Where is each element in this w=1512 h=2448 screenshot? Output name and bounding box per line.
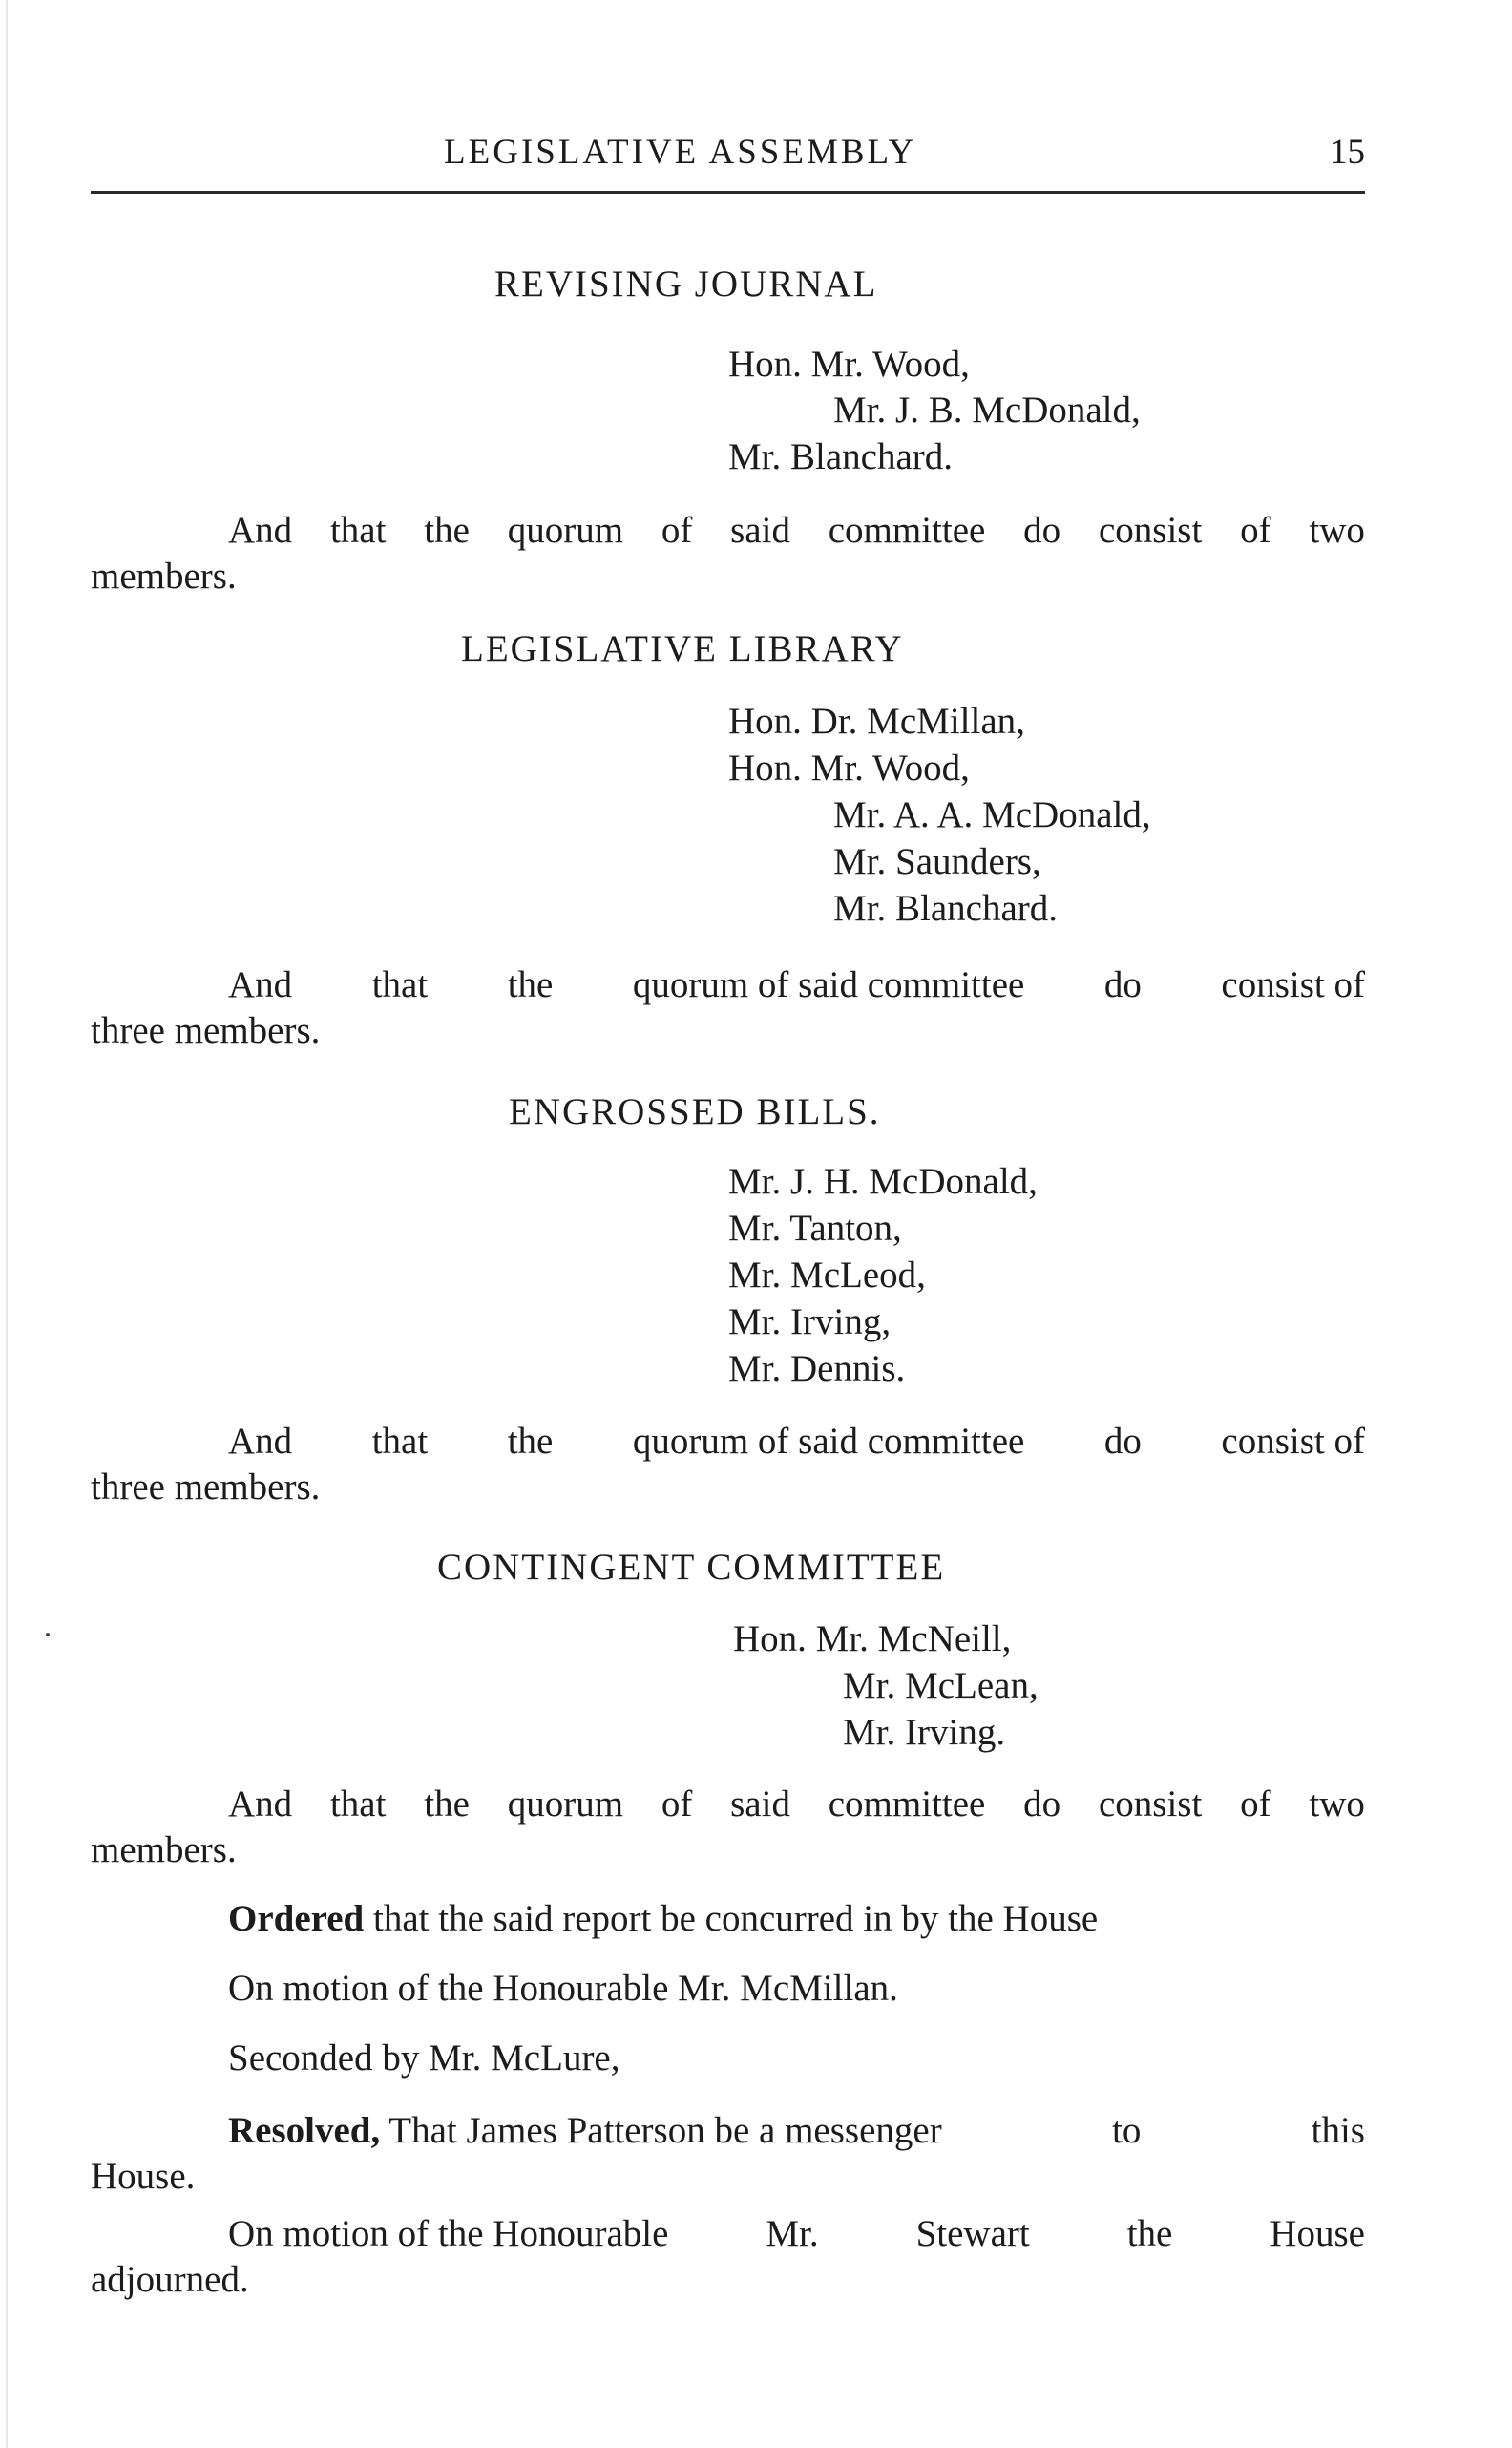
member-name: Mr. Irving. <box>843 1712 1006 1753</box>
member-name: Mr. Blanchard. <box>833 888 1059 929</box>
word: consist <box>1098 1783 1203 1825</box>
word: of <box>661 510 693 551</box>
adjourn-paragraph <box>91 2215 1365 2298</box>
quorum-paragraph <box>91 1785 1365 1868</box>
quorum-paragraph <box>91 1423 1365 1506</box>
scan-speck <box>46 1633 50 1636</box>
ordered-text: that the said report be concurred in by the House <box>373 1898 1099 1939</box>
word: And <box>228 964 293 1005</box>
word: House <box>1270 2213 1365 2254</box>
resolved-keyword: Resolved, <box>228 2110 381 2151</box>
word: to <box>1112 2110 1142 2151</box>
word: Mr. <box>766 2213 819 2254</box>
ordered-keyword: Ordered <box>228 1898 365 1939</box>
word: the <box>424 1783 470 1825</box>
word: of <box>1240 1783 1271 1825</box>
member-name: Mr. Tanton, <box>728 1208 902 1249</box>
word: the <box>424 510 470 551</box>
quorum-line <box>91 966 1365 1012</box>
word: On motion of the Honourable <box>228 2213 669 2254</box>
word: two <box>1309 1783 1365 1825</box>
seconded-line: Seconded by Mr. McLure, <box>228 2037 620 2079</box>
resolved-lead <box>228 2112 942 2158</box>
word: do <box>1103 1421 1142 1462</box>
member-name: Mr. McLeod, <box>728 1255 926 1296</box>
resolved-line <box>91 2112 1365 2158</box>
header-title: LEGISLATIVE ASSEMBLY <box>444 133 917 172</box>
motion-line: On motion of the Honourable Mr. McMillan. <box>228 1968 898 2009</box>
member-name: Mr. Dennis. <box>728 1348 906 1389</box>
word: quorum of said committee <box>632 964 1025 1005</box>
word: And <box>228 1421 293 1462</box>
quorum-line-continuation: three members. <box>91 1467 321 1508</box>
section-heading-legislative-library: LEGISLATIVE LIBRARY <box>461 628 904 669</box>
member-name: Mr. J. B. McDonald, <box>833 390 1141 431</box>
quorum-line <box>91 1423 1365 1468</box>
word: do <box>1023 1783 1061 1825</box>
quorum-line-continuation: members. <box>91 1829 237 1870</box>
member-name: Mr. A. A. McDonald, <box>833 794 1151 835</box>
section-heading-engrossed-bills: ENGROSSED BILLS. <box>509 1091 881 1132</box>
adjourn-line <box>91 2215 1365 2261</box>
word: that <box>371 964 429 1005</box>
word: quorum of said committee <box>632 1421 1025 1462</box>
word: And <box>228 1783 293 1825</box>
ordered-line <box>91 1900 1098 1937</box>
quorum-line <box>91 512 1365 558</box>
word: the <box>507 964 554 1005</box>
member-name: Mr. Irving, <box>728 1301 892 1342</box>
quorum-paragraph <box>91 512 1365 595</box>
word: that <box>371 1421 429 1462</box>
word: committee <box>828 1783 986 1825</box>
member-name: Mr. McLean, <box>843 1665 1039 1706</box>
member-name: Mr. J. H. McDonald, <box>728 1161 1038 1202</box>
word: committee <box>828 510 986 551</box>
word: quorum <box>507 1783 624 1825</box>
member-name: Hon. Mr. Wood, <box>728 344 970 385</box>
section-heading-revising-journal: REVISING JOURNAL <box>494 264 878 305</box>
scan-edge-line <box>6 0 8 2448</box>
word: consist <box>1098 510 1203 551</box>
member-name: Mr. Saunders, <box>833 841 1041 882</box>
word: Stewart <box>915 2213 1030 2254</box>
word: That James Patterson be a messenger <box>388 2110 942 2151</box>
word: consist of <box>1221 964 1365 1005</box>
member-name: Hon. Dr. McMillan, <box>728 701 1025 742</box>
word: do <box>1103 964 1142 1005</box>
page-number: 15 <box>1330 133 1365 172</box>
quorum-line-continuation: three members. <box>91 1010 321 1051</box>
word: that <box>329 1783 387 1825</box>
word: do <box>1023 510 1061 551</box>
word: of <box>1240 510 1271 551</box>
word: the <box>507 1421 554 1462</box>
word: quorum <box>507 510 624 551</box>
resolved-paragraph <box>91 2112 1365 2195</box>
member-name: Hon. Mr. McNeill, <box>733 1618 1012 1659</box>
word: that <box>329 510 387 551</box>
word: said <box>730 1783 790 1825</box>
header-rule <box>91 191 1365 194</box>
quorum-paragraph <box>91 966 1365 1049</box>
running-header <box>91 132 1365 189</box>
quorum-line-continuation: members. <box>91 556 237 597</box>
quorum-line <box>91 1785 1365 1831</box>
word: of <box>661 1783 693 1825</box>
word: this <box>1311 2110 1365 2151</box>
word: And <box>228 510 293 551</box>
word: two <box>1309 510 1365 551</box>
adjourn-line-continuation: adjourned. <box>91 2259 249 2300</box>
member-name: Mr. Blanchard. <box>728 436 954 477</box>
word: said <box>730 510 790 551</box>
resolved-line-continuation: House. <box>91 2156 196 2197</box>
word: the <box>1126 2213 1173 2254</box>
section-heading-contingent-committee: CONTINGENT COMMITTEE <box>437 1547 946 1588</box>
member-name: Hon. Mr. Wood, <box>728 748 970 789</box>
word: consist of <box>1221 1421 1365 1462</box>
